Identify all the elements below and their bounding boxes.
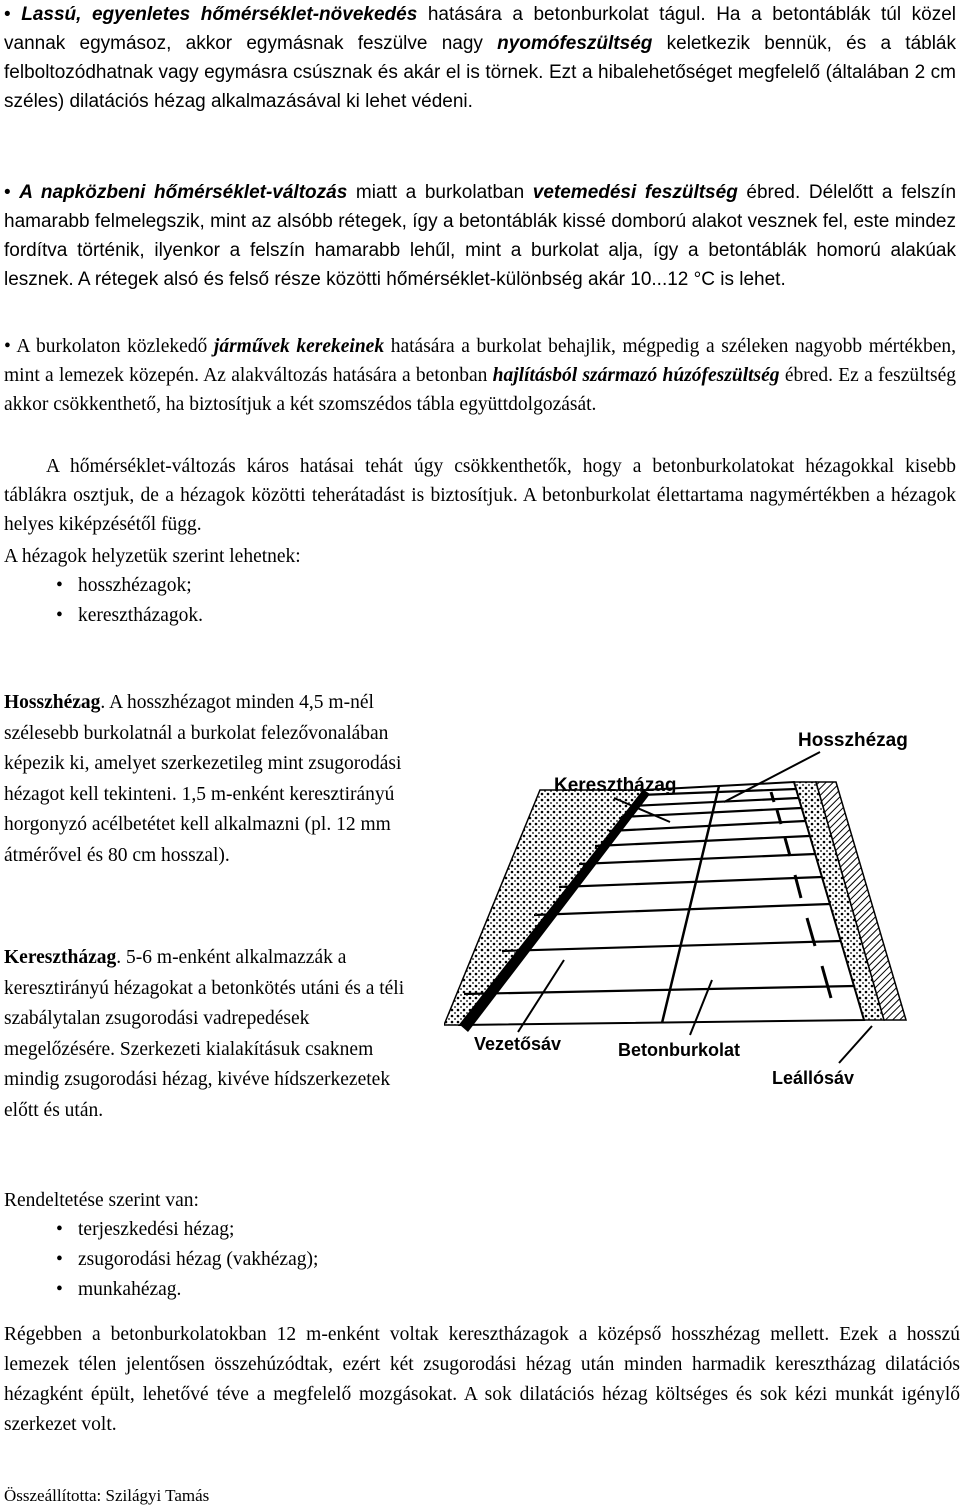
bullet: •	[4, 4, 11, 25]
bullet: •	[4, 336, 11, 357]
text: keletkezik bennük, és a táblák felboltozódhatnak vagy egymásra csúsznak és akár el is törnek. Ezt a hibalehetőséget megfelelő (általában 2 cm széles) dilatációs hézag alkalmazásával ki lehet védeni.	[4, 33, 956, 112]
paragraph-wheel-load	[4, 332, 956, 419]
list-item: • zsugorodási hézag (vakhézag);	[56, 1245, 956, 1275]
text: . 5-6 m-enként alkalmazzák a keresztirányú hézagokat a betonkötés utáni és a téli szabálytalan zsugorodási vadrepedések megelőzésére. Szerkezeti kialakításuk csaknem mindig zsugorodási hézag, kivéve hídszerkezetek előtt és után.	[4, 947, 405, 1121]
label-longitudinal-joint: Hosszhézag	[798, 730, 908, 751]
purpose-list	[4, 1215, 956, 1305]
label-transverse-joint: Keresztházag	[554, 775, 677, 796]
term-warping-stress: vetemedési feszültség	[532, 182, 738, 203]
text: . A hosszhézagot minden 4,5 m-nél szélesebb burkolatnál a burkolat felezővonalában képezik ki, amelyet szerkezetileg mint zsugorodási hézagot kell tekinteni. 1,5 m-enként keresztirányú horgonyzó acélbetétet kell alkalmazni (pl. 12 mm átmérővel és 80 cm hosszal).	[4, 692, 402, 866]
text: ébred. Délelőtt a felszín hamarabb felmelegszik, mint az alsóbb rétegek, így a betontáblák kissé domború alakot vesznek fel, este mindez fordítva történik, ilyenkor a felszín hamarabb lehűl, mint a burkolat alja, így a betontáblák homorú alakúak lesznek. A rétegek alsó és felső része közötti hőmérséklet-különbség akár 10...12 °C is lehet.	[4, 182, 957, 290]
purpose-section	[4, 1186, 956, 1305]
joints-intro: A hézagok helyzetük szerint lehetnek:	[4, 546, 301, 567]
list-item: • munkahézag.	[56, 1275, 956, 1305]
purpose-intro: Rendeltetése szerint van:	[4, 1190, 199, 1211]
term-transverse-joint: Keresztházag	[4, 947, 117, 968]
footer-author: Összeállította: Szilágyi Tamás	[4, 1486, 210, 1505]
joints-list	[4, 571, 956, 631]
term-vehicle-wheels: járművek kerekeinek	[213, 336, 385, 357]
paragraph-daily-temperature	[4, 178, 956, 294]
paragraph-thermal-expansion	[4, 0, 956, 116]
text: A burkolaton közlekedő	[10, 336, 214, 357]
road-cross-section-diagram	[444, 690, 954, 1100]
list-item: • hosszhézagok;	[56, 571, 956, 601]
joints-position-section	[4, 542, 956, 631]
term-compressive-stress: nyomófeszültség	[497, 33, 653, 54]
road-diagram-svg	[444, 690, 954, 1100]
label-shoulder: Leállósáv	[772, 1068, 855, 1088]
term-daily-temperature-change: A napközbeni hőmérséklet-változás	[19, 182, 348, 203]
text: hatására a betonburkolat tágul. Ha a betontáblák túl közel vannak egymásoz, akkor egymásnak feszülve nagy	[4, 4, 956, 54]
text: hatására a burkolat behajlik, mégpedig a széleken nagyobb mértékben, mint a lemezek közepén. Az alakváltozás hatására a betonban	[4, 336, 956, 386]
term-slow-temperature-rise: Lassú, egyenletes hőmérséklet-növekedés	[21, 4, 418, 25]
text: miatt a burkolatban	[347, 182, 533, 203]
label-concrete-pavement: Betonburkolat	[618, 1040, 741, 1060]
text: ébred. Ez a feszültség akkor csökkenthető, ha biztosítjuk a két szomszédos tábla együttdolgozását.	[4, 365, 956, 415]
list-item: • terjeszkedési hézag;	[56, 1215, 956, 1245]
paragraph-transverse-joint	[4, 943, 420, 1126]
paragraph-historical-note: Régebben a betonburkolatokban 12 m-enként voltak keresztházagok a középső hosszhézag mellett. Ezek a hosszú lemezek télen jelentősen összehúzódtak, ezért két zsugorodási hézag után minden harmadik keresztházag dilatációs hézagként épült, lehetővé téve a megfelelő mozgásokat. A sok dilatációs hézag költséges és sok kézi munkát igénylő szerkezet volt.	[4, 1324, 960, 1435]
paragraph-longitudinal-joint	[4, 688, 420, 871]
bullet: •	[4, 182, 11, 203]
list-item: • keresztházagok.	[56, 601, 956, 631]
paragraph-joints-summary: A hőmérséklet-változás káros hatásai tehát úgy csökkenthetők, hogy a betonburkolatokat hézagokkal kisebb táblákra osztjuk, de a hézagok közötti teherátadást is biztosítjuk. A betonburkolat élettartama nagymértékben a hézagok helyes kiképzésétől függ.	[4, 456, 956, 535]
leader-shoulder	[839, 1026, 872, 1063]
label-lead-lane: Vezetősáv	[474, 1034, 562, 1054]
term-longitudinal-joint: Hosszhézag	[4, 692, 101, 713]
term-bending-tensile-stress: hajlításból származó húzófeszültség	[492, 365, 780, 386]
